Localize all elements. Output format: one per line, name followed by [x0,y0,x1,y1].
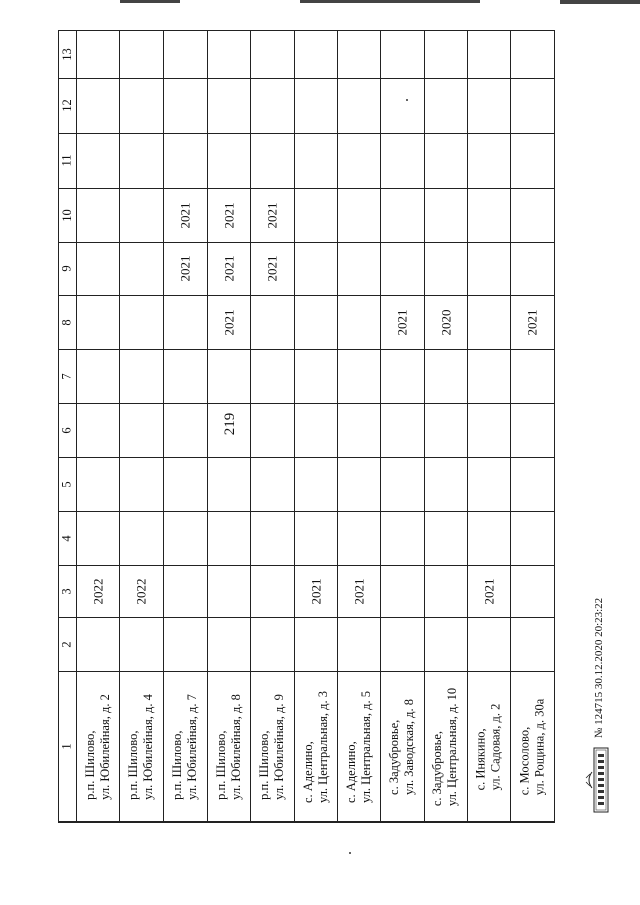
scan-speck [349,852,351,854]
column-header-label: 4 [59,534,74,542]
year-value: 2021 [221,255,236,282]
year-cell [294,565,337,617]
emblem-logo [584,744,610,816]
scan-speck [406,99,408,101]
address-street: ул. Юбилейная, д. 2 [97,693,112,800]
year-cell [380,295,424,349]
address-street: ул. Юбилейная, д. 9 [272,693,287,800]
year-cell [163,188,207,242]
table-horizontal-rule [58,617,555,618]
year-value: 2021 [394,309,410,335]
address-cell [380,671,424,822]
year-value: 2022 [133,578,149,604]
address-street: ул. Юбилейная, д. 8 [228,693,243,800]
column-header-label: 7 [59,372,74,380]
year-value: 2021 [264,255,280,282]
table-horizontal-rule [58,133,555,134]
address-cell [510,671,554,822]
year-cell [337,565,380,617]
column-header [58,78,76,133]
year-value: 2022 [90,578,105,604]
year-cell [76,565,119,617]
column-header-label: 2 [59,640,74,648]
table-horizontal-rule [58,349,555,350]
table-vertical-rule [554,30,555,822]
column-header-label: 12 [59,99,74,112]
column-header [58,188,76,242]
address-cell [337,671,380,822]
column-header-label: 1 [59,743,74,750]
table-horizontal-rule [58,822,555,823]
table-horizontal-rule [58,188,555,189]
address-cell [424,671,467,822]
year-value: 2021 [481,578,496,604]
address-cell [207,671,250,822]
year-value: 2021 [177,255,193,282]
address-cell [250,671,294,822]
address-street: ул. Рощина, д. 30а [532,698,547,795]
address-settlement: с. Аделино, [300,740,315,803]
table-horizontal-rule [58,242,555,243]
year-value: 2021 [264,202,280,228]
column-header [58,349,76,403]
address-street: ул. Центральная, д. 5 [358,690,373,803]
year-cell [467,565,510,617]
year-cell [424,295,467,349]
address-settlement: с. Задубровье, [430,730,445,806]
year-cell [207,295,250,349]
table-horizontal-rule [58,78,555,79]
column-header [58,511,76,565]
address-settlement: р.п. Шилово, [170,730,185,800]
address-street: ул. Заводская, д. 8 [402,698,416,795]
address-cell [76,671,119,822]
table-horizontal-rule [58,511,555,512]
column-header-label: 5 [59,480,74,488]
address-settlement: с. Мосолово, [517,726,532,795]
table-horizontal-rule [58,457,555,458]
registration-stamp-text: № 124715 30.12.2020 20:23:22 [593,597,606,738]
column-header [58,30,76,78]
year-cell [207,242,250,295]
column-header-label: 11 [59,154,74,167]
year-value: 2020 [438,309,453,335]
address-settlement: р.п. Шилово, [257,730,272,800]
schedule-table [58,30,555,822]
address-street: ул. Центральная, д. 10 [445,687,460,806]
column-header-label: 9 [59,265,74,272]
year-value: 2021 [308,578,323,604]
address-settlement: р.п. Шилово, [213,730,228,800]
year-cell [119,565,163,617]
table-horizontal-rule [58,295,555,296]
registration-stamp [589,585,609,750]
address-street: ул. Центральная, д. 3 [315,690,330,803]
address-cell [119,671,163,822]
year-value: 2021 [177,202,193,228]
column-header [58,295,76,349]
column-header [58,133,76,188]
year-cell [207,188,250,242]
address-settlement: с. Инякино, [473,727,488,790]
address-street: ул. Юбилейная, д. 7 [185,693,200,800]
address-settlement: р.п. Шилово, [82,730,97,800]
column-header [58,457,76,511]
year-cell [510,295,554,349]
address-street: ул. Садовая, д. 2 [488,703,503,790]
column-header-label: 13 [59,47,74,61]
scan-top-edge [0,0,640,6]
page-number: 219 [222,412,238,436]
table-horizontal-rule [58,30,555,31]
column-header-label: 8 [59,318,74,326]
address-cell [163,671,207,822]
table-horizontal-rule [58,403,555,404]
year-value: 2021 [221,309,236,335]
address-settlement: с. Задубровье, [387,719,401,795]
column-header-label: 10 [59,208,74,222]
address-settlement: р.п. Шилово, [126,730,141,800]
year-cell [163,242,207,295]
column-header [58,671,76,822]
address-cell [294,671,337,822]
year-value: 2021 [351,578,366,604]
year-cell [250,188,294,242]
year-value: 2021 [221,202,236,228]
column-header [58,617,76,671]
column-header [58,242,76,295]
column-header-label: 6 [59,426,74,434]
year-value: 2021 [524,309,540,335]
year-cell [250,242,294,295]
column-header [58,403,76,457]
column-header [58,565,76,617]
address-cell [467,671,510,822]
address-street: ул. Юбилейная, д. 4 [141,693,156,800]
column-header-label: 3 [59,587,74,595]
address-settlement: с. Аделино, [343,740,358,803]
